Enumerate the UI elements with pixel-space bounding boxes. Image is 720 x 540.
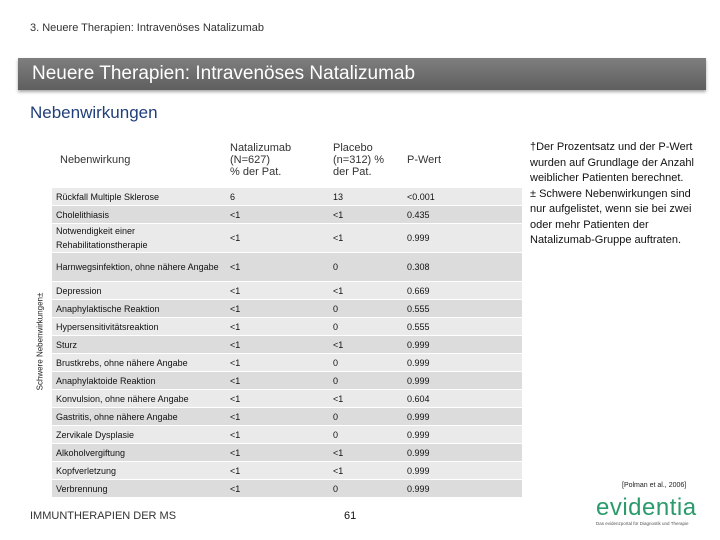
table-row	[52, 300, 522, 318]
cell-event: Notwendigkeit einer Rehabilitationstherapie	[52, 224, 226, 253]
cell-placebo: 0	[329, 372, 403, 390]
cell-event: Kopfverletzung	[52, 462, 226, 480]
column-header-natalizumab-line2: (N=627)	[230, 154, 271, 166]
cell-p-value: 0.604	[403, 390, 522, 408]
table-row	[52, 318, 522, 336]
cell-p-value: 0.999	[403, 408, 522, 426]
column-header-event: Nebenwirkung	[52, 133, 226, 188]
cell-natalizumab: <1	[226, 336, 329, 354]
section-heading: Nebenwirkungen	[30, 103, 158, 122]
cell-p-value: <0.001	[403, 188, 522, 206]
cell-natalizumab: <1	[226, 253, 329, 282]
cell-placebo: 0	[329, 354, 403, 372]
cell-p-value: 0.999	[403, 426, 522, 444]
table-row	[52, 372, 522, 390]
table-row	[52, 224, 522, 253]
cell-event: Depression	[52, 282, 226, 300]
cell-event: Brustkrebs, ohne nähere Angabe	[52, 354, 226, 372]
table-row	[52, 253, 522, 282]
cell-natalizumab: <1	[226, 300, 329, 318]
cell-p-value: 0.999	[403, 224, 522, 253]
cell-natalizumab: <1	[226, 372, 329, 390]
column-header-natalizumab	[226, 133, 329, 188]
cell-event: Zervikale Dysplasie	[52, 426, 226, 444]
top-caption: 3. Neuere Therapien: Intravenöses Natalizumab	[30, 22, 264, 34]
cell-event: Harnwegsinfektion, ohne nähere Angabe	[52, 253, 226, 282]
column-header-placebo-line2: (n=312) %	[333, 154, 385, 166]
table-header-row	[52, 133, 522, 188]
column-header-p-value: P-Wert	[403, 133, 522, 188]
cell-natalizumab: <1	[226, 480, 329, 498]
table-row	[52, 282, 522, 300]
cell-event: Anaphylaktische Reaktion	[52, 300, 226, 318]
cell-placebo: 0	[329, 426, 403, 444]
cell-placebo: 0	[329, 408, 403, 426]
cell-natalizumab: <1	[226, 318, 329, 336]
side-label: Schwere Nebenwirkungen±	[35, 292, 45, 391]
column-header-natalizumab-line1: Natalizumab	[230, 142, 292, 154]
cell-placebo: <1	[329, 462, 403, 480]
cell-p-value: 0.555	[403, 300, 522, 318]
table-row	[52, 444, 522, 462]
cell-natalizumab: <1	[226, 206, 329, 224]
cell-p-value: 0.669	[403, 282, 522, 300]
table-row	[52, 188, 522, 206]
slide-title: Neuere Therapien: Intravenöses Natalizumab	[32, 63, 416, 84]
logo-wordmark: evidentia	[596, 494, 697, 521]
table-row	[52, 354, 522, 372]
cell-event: Alkoholvergiftung	[52, 444, 226, 462]
cell-natalizumab: <1	[226, 462, 329, 480]
cell-placebo: <1	[329, 390, 403, 408]
cell-placebo: 0	[329, 300, 403, 318]
column-header-placebo-line1: Placebo	[333, 142, 373, 154]
cell-p-value: 0.999	[403, 462, 522, 480]
cell-placebo: <1	[329, 444, 403, 462]
cell-p-value: 0.308	[403, 253, 522, 282]
cell-p-value: 0.435	[403, 206, 522, 224]
title-bar	[18, 58, 706, 90]
cell-natalizumab: <1	[226, 390, 329, 408]
page-number: 61	[344, 510, 357, 522]
cell-event: Konvulsion, ohne nähere Angabe	[52, 390, 226, 408]
column-header-placebo-line3: der Pat.	[333, 166, 372, 178]
footer-title: IMMUNTHERAPIEN DER MS	[30, 510, 177, 522]
logo-tagline: Das evidenzportal für Diagnostik und Therapie	[596, 521, 689, 526]
cell-p-value: 0.999	[403, 444, 522, 462]
cell-placebo: 0	[329, 253, 403, 282]
cell-event: Sturz	[52, 336, 226, 354]
cell-event: Rückfall Multiple Sklerose	[52, 188, 226, 206]
cell-event: Verbrennung	[52, 480, 226, 498]
cell-event: Hypersensitivitätsreaktion	[52, 318, 226, 336]
cell-p-value: 0.999	[403, 480, 522, 498]
cell-p-value: 0.999	[403, 354, 522, 372]
side-label-container	[30, 188, 50, 495]
cell-placebo: <1	[329, 206, 403, 224]
table-row	[52, 480, 522, 498]
citation: [Polman et al., 2006]	[622, 482, 687, 489]
adverse-events-table	[52, 133, 522, 497]
cell-placebo: <1	[329, 224, 403, 253]
evidentia-logo	[596, 495, 708, 527]
cell-placebo: <1	[329, 336, 403, 354]
cell-p-value: 0.999	[403, 372, 522, 390]
cell-p-value: 0.555	[403, 318, 522, 336]
table-row	[52, 426, 522, 444]
cell-natalizumab: <1	[226, 282, 329, 300]
column-header-natalizumab-line3: % der Pat.	[230, 166, 282, 178]
table-row	[52, 206, 522, 224]
cell-p-value: 0.999	[403, 336, 522, 354]
column-header-placebo	[329, 133, 403, 188]
footnote-plusminus: ± Schwere Nebenwirkungen sind nur aufgelistet, wenn sie bei zwei oder mehr Patienten der Natalizumab-Gruppe auftraten.	[530, 187, 692, 246]
footnote-dagger: †Der Prozentsatz und der P-Wert wurden auf Grundlage der Anzahl weiblicher Patienten berechnet.	[530, 141, 694, 184]
cell-natalizumab: <1	[226, 444, 329, 462]
cell-natalizumab: 6	[226, 188, 329, 206]
table-row	[52, 336, 522, 354]
table-row	[52, 408, 522, 426]
cell-event: Cholelithiasis	[52, 206, 226, 224]
cell-natalizumab: <1	[226, 408, 329, 426]
table-row	[52, 390, 522, 408]
cell-event: Anaphylaktoide Reaktion	[52, 372, 226, 390]
table-row	[52, 462, 522, 480]
cell-placebo: 0	[329, 480, 403, 498]
cell-natalizumab: <1	[226, 354, 329, 372]
cell-placebo: <1	[329, 282, 403, 300]
cell-natalizumab: <1	[226, 224, 329, 253]
cell-natalizumab: <1	[226, 426, 329, 444]
footnote-box	[530, 140, 702, 249]
cell-placebo: 13	[329, 188, 403, 206]
cell-event: Gastritis, ohne nähere Angabe	[52, 408, 226, 426]
cell-placebo: 0	[329, 318, 403, 336]
